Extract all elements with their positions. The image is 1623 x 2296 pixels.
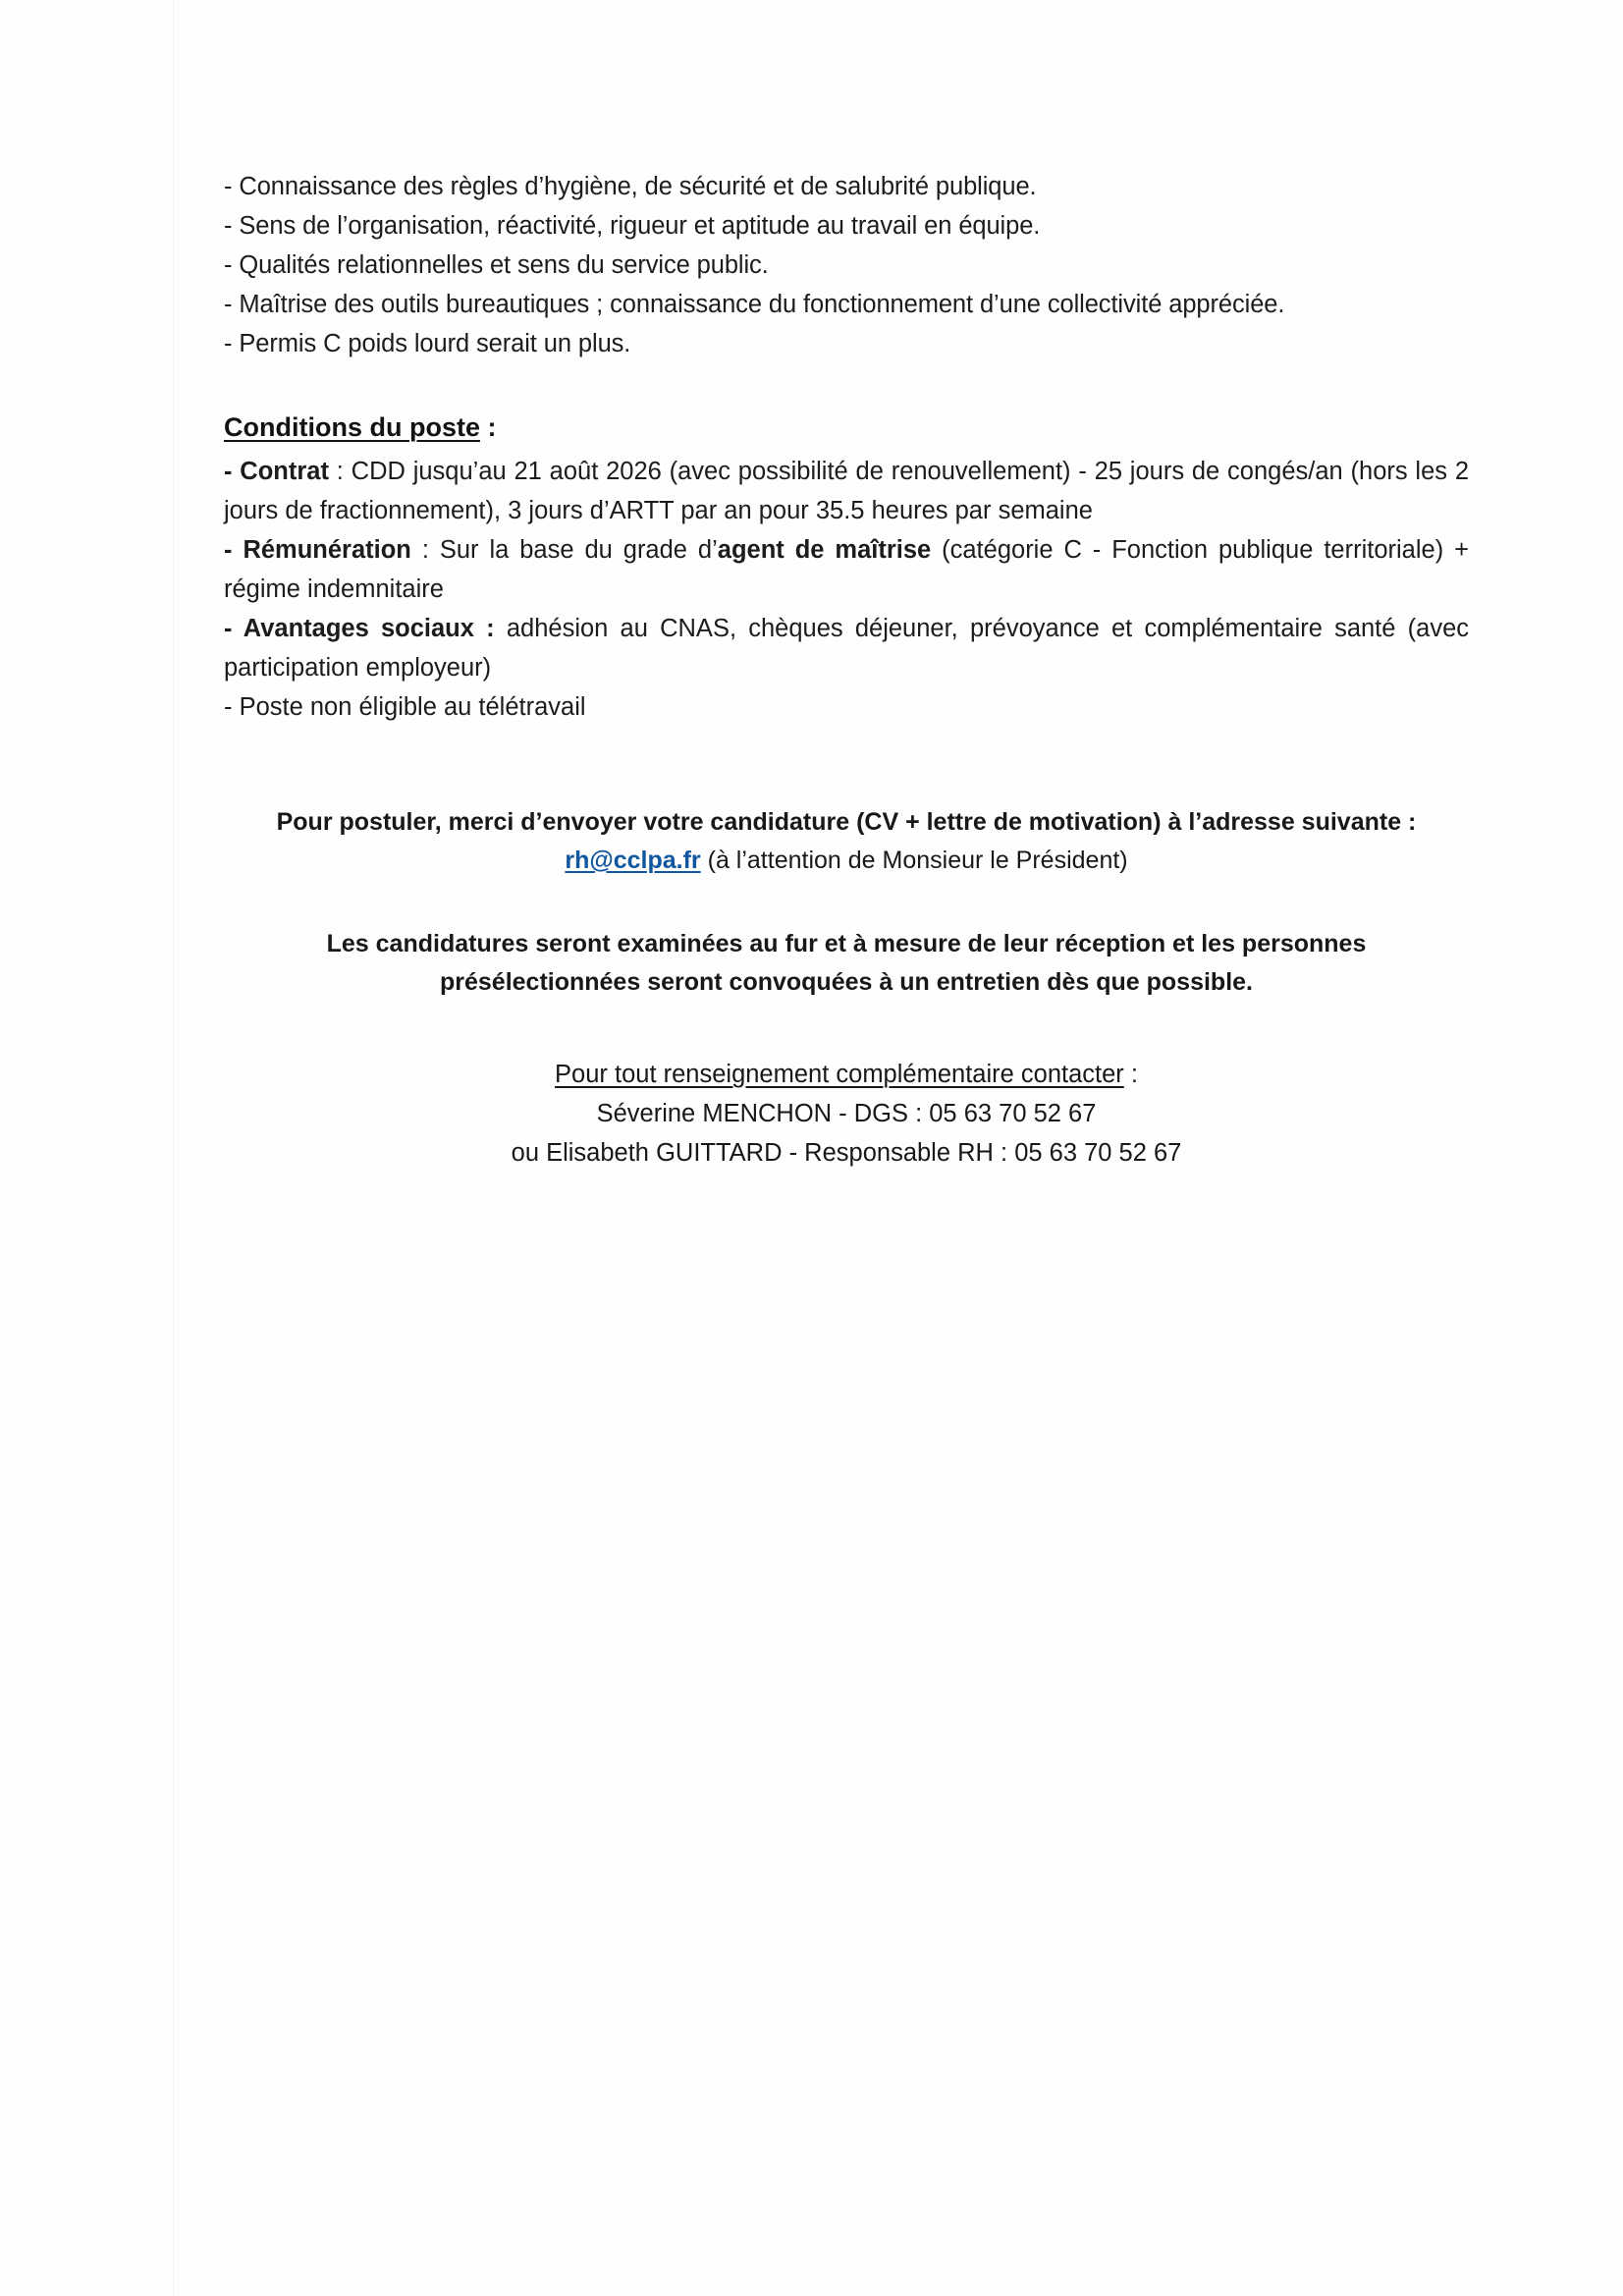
contact-heading-text: Pour tout renseignement complémentaire contacter xyxy=(555,1061,1124,1088)
requirements-list xyxy=(224,167,1469,363)
list-item: - Connaissance des règles d’hygiène, de sécurité et de salubrité publique. xyxy=(224,173,1037,200)
paragraph-contrat xyxy=(224,452,1469,530)
list-item: - Qualités relationnelles et sens du service public. xyxy=(224,251,769,279)
apply-instructions-block xyxy=(224,803,1469,880)
apply-email-line xyxy=(224,842,1469,880)
list-item: - Maîtrise des outils bureautiques ; connaissance du fonctionnement d’une collectivité appréciée. xyxy=(224,291,1285,318)
contact-person-1: Séverine MENCHON - DGS : 05 63 70 52 67 xyxy=(596,1100,1097,1127)
contrat-text: : CDD jusqu’au 21 août 2026 (avec possibilité de renouvellement) - 25 jours de congés/an (hors les 2 jours de fractionnement), 3 jours d’ARTT par an pour 35.5 heures par semaine xyxy=(224,458,1469,524)
contrat-dash: - xyxy=(224,458,241,485)
section-heading-colon: : xyxy=(479,412,497,442)
section-heading-conditions xyxy=(224,409,1469,446)
remuneration-dash: - xyxy=(224,536,243,564)
remuneration-grade-emphasis: agent de maîtrise xyxy=(717,536,932,564)
avantages-dash: - xyxy=(224,615,243,642)
avantages-label: Avantages sociaux : xyxy=(243,615,495,642)
scan-edge-artifact xyxy=(173,0,174,2296)
document-content xyxy=(224,167,1469,1173)
review-process-line-2: présélectionnées seront convoquées à un entretien dès que possible. xyxy=(439,968,1253,996)
remuneration-text-before: : Sur la base du grade d’ xyxy=(410,536,718,564)
paragraph-avantages xyxy=(224,609,1469,687)
avantages-text: adhésion au CNAS, chèques déjeuner, prévoyance et complémentaire santé (avec participation employeur) xyxy=(224,615,1470,682)
section-heading-text: Conditions du poste xyxy=(224,412,480,442)
list-item: - Sens de l’organisation, réactivité, rigueur et aptitude au travail en équipe. xyxy=(224,212,1041,240)
contact-heading-colon: : xyxy=(1123,1061,1138,1088)
contact-heading xyxy=(224,1055,1469,1094)
apply-instructions-line: Pour postuler, merci d’envoyer votre candidature (CV + lettre de motivation) à l’adresse suivante : xyxy=(276,808,1417,836)
email-link[interactable]: rh@cclpa.fr xyxy=(565,847,701,874)
paragraph-teletravail: - Poste non éligible au télétravail xyxy=(224,693,586,721)
email-attention-note: (à l’attention de Monsieur le Président) xyxy=(700,847,1128,874)
remuneration-label: Rémunération xyxy=(243,536,411,564)
review-process-line-1: Les candidatures seront examinées au fur et à mesure de leur réception et les personnes xyxy=(326,930,1367,957)
contact-person-2: ou Elisabeth GUITTARD - Responsable RH : 05 63 70 52 67 xyxy=(511,1139,1182,1167)
contact-block xyxy=(224,1055,1469,1173)
remuneration-text-after: (catégorie C - Fonction publique territoriale) + régime indemnitaire xyxy=(224,536,1470,603)
paragraph-remuneration xyxy=(224,530,1469,609)
review-process-block xyxy=(224,925,1469,1002)
contrat-label: Contrat xyxy=(240,458,329,485)
list-item: - Permis C poids lourd serait un plus. xyxy=(224,330,631,357)
